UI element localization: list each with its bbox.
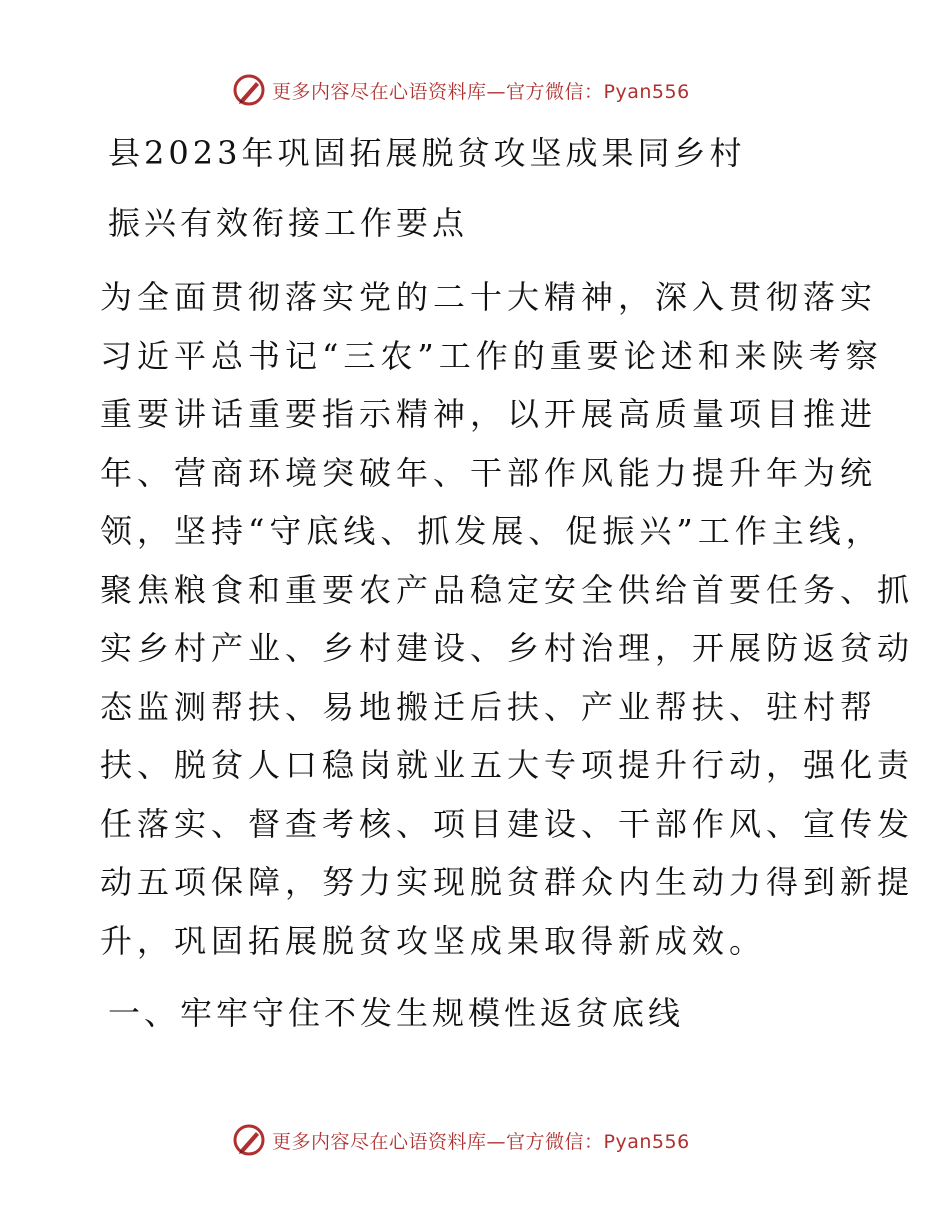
paragraph-line: 实乡村产业、乡村建设、乡村治理，开展防返贫动 bbox=[100, 629, 915, 667]
watermark-text: 更多内容尽在心语资料库—官方微信：Pyan556 bbox=[272, 80, 690, 103]
section-heading-1: 一、牢牢守住不发生规模性返贫底线 bbox=[108, 994, 685, 1032]
paragraph-line: 为全面贯彻落实党的二十大精神，深入贯彻落实 bbox=[100, 278, 878, 316]
document-title-line-1: 县2023年巩固拓展脱贫攻坚成果同乡村 bbox=[108, 134, 746, 172]
paragraph-line: 升，巩固拓展脱贫攻坚成果取得新成效。 bbox=[100, 921, 767, 960]
paragraph-line: 态监测帮扶、易地搬迁后扶、产业帮扶、驻村帮 bbox=[100, 687, 878, 726]
watermark-text: 更多内容尽在心语资料库—官方微信：Pyan556 bbox=[272, 1130, 690, 1153]
header-watermark bbox=[232, 72, 690, 108]
paragraph-line: 领，坚持“守底线、抓发展、促振兴”工作主线， bbox=[100, 512, 883, 550]
paragraph-line: 聚焦粮食和重要农产品稳定安全供给首要任务、抓 bbox=[100, 570, 915, 609]
intro-paragraph bbox=[100, 268, 915, 970]
paragraph-line: 重要讲话重要指示精神，以开展高质量项目推进 bbox=[100, 395, 878, 433]
paragraph-line: 年、营商环境突破年、干部作风能力提升年为统 bbox=[100, 453, 878, 492]
footer-watermark bbox=[232, 1122, 690, 1158]
document-title-line-2: 振兴有效衔接工作要点 bbox=[108, 204, 469, 242]
paragraph-line: 扶、脱贫人口稳岗就业五大专项提升行动，强化责 bbox=[100, 746, 915, 784]
paragraph-line: 动五项保障，努力实现脱贫群众内生动力得到新提 bbox=[100, 863, 915, 901]
pen-logo-icon bbox=[232, 1123, 266, 1157]
paragraph-line: 习近平总书记“三农”工作的重要论述和来陕考察 bbox=[100, 336, 883, 375]
paragraph-line: 任落实、督查考核、项目建设、干部作风、宣传发 bbox=[100, 804, 915, 843]
pen-logo-icon bbox=[232, 73, 266, 107]
